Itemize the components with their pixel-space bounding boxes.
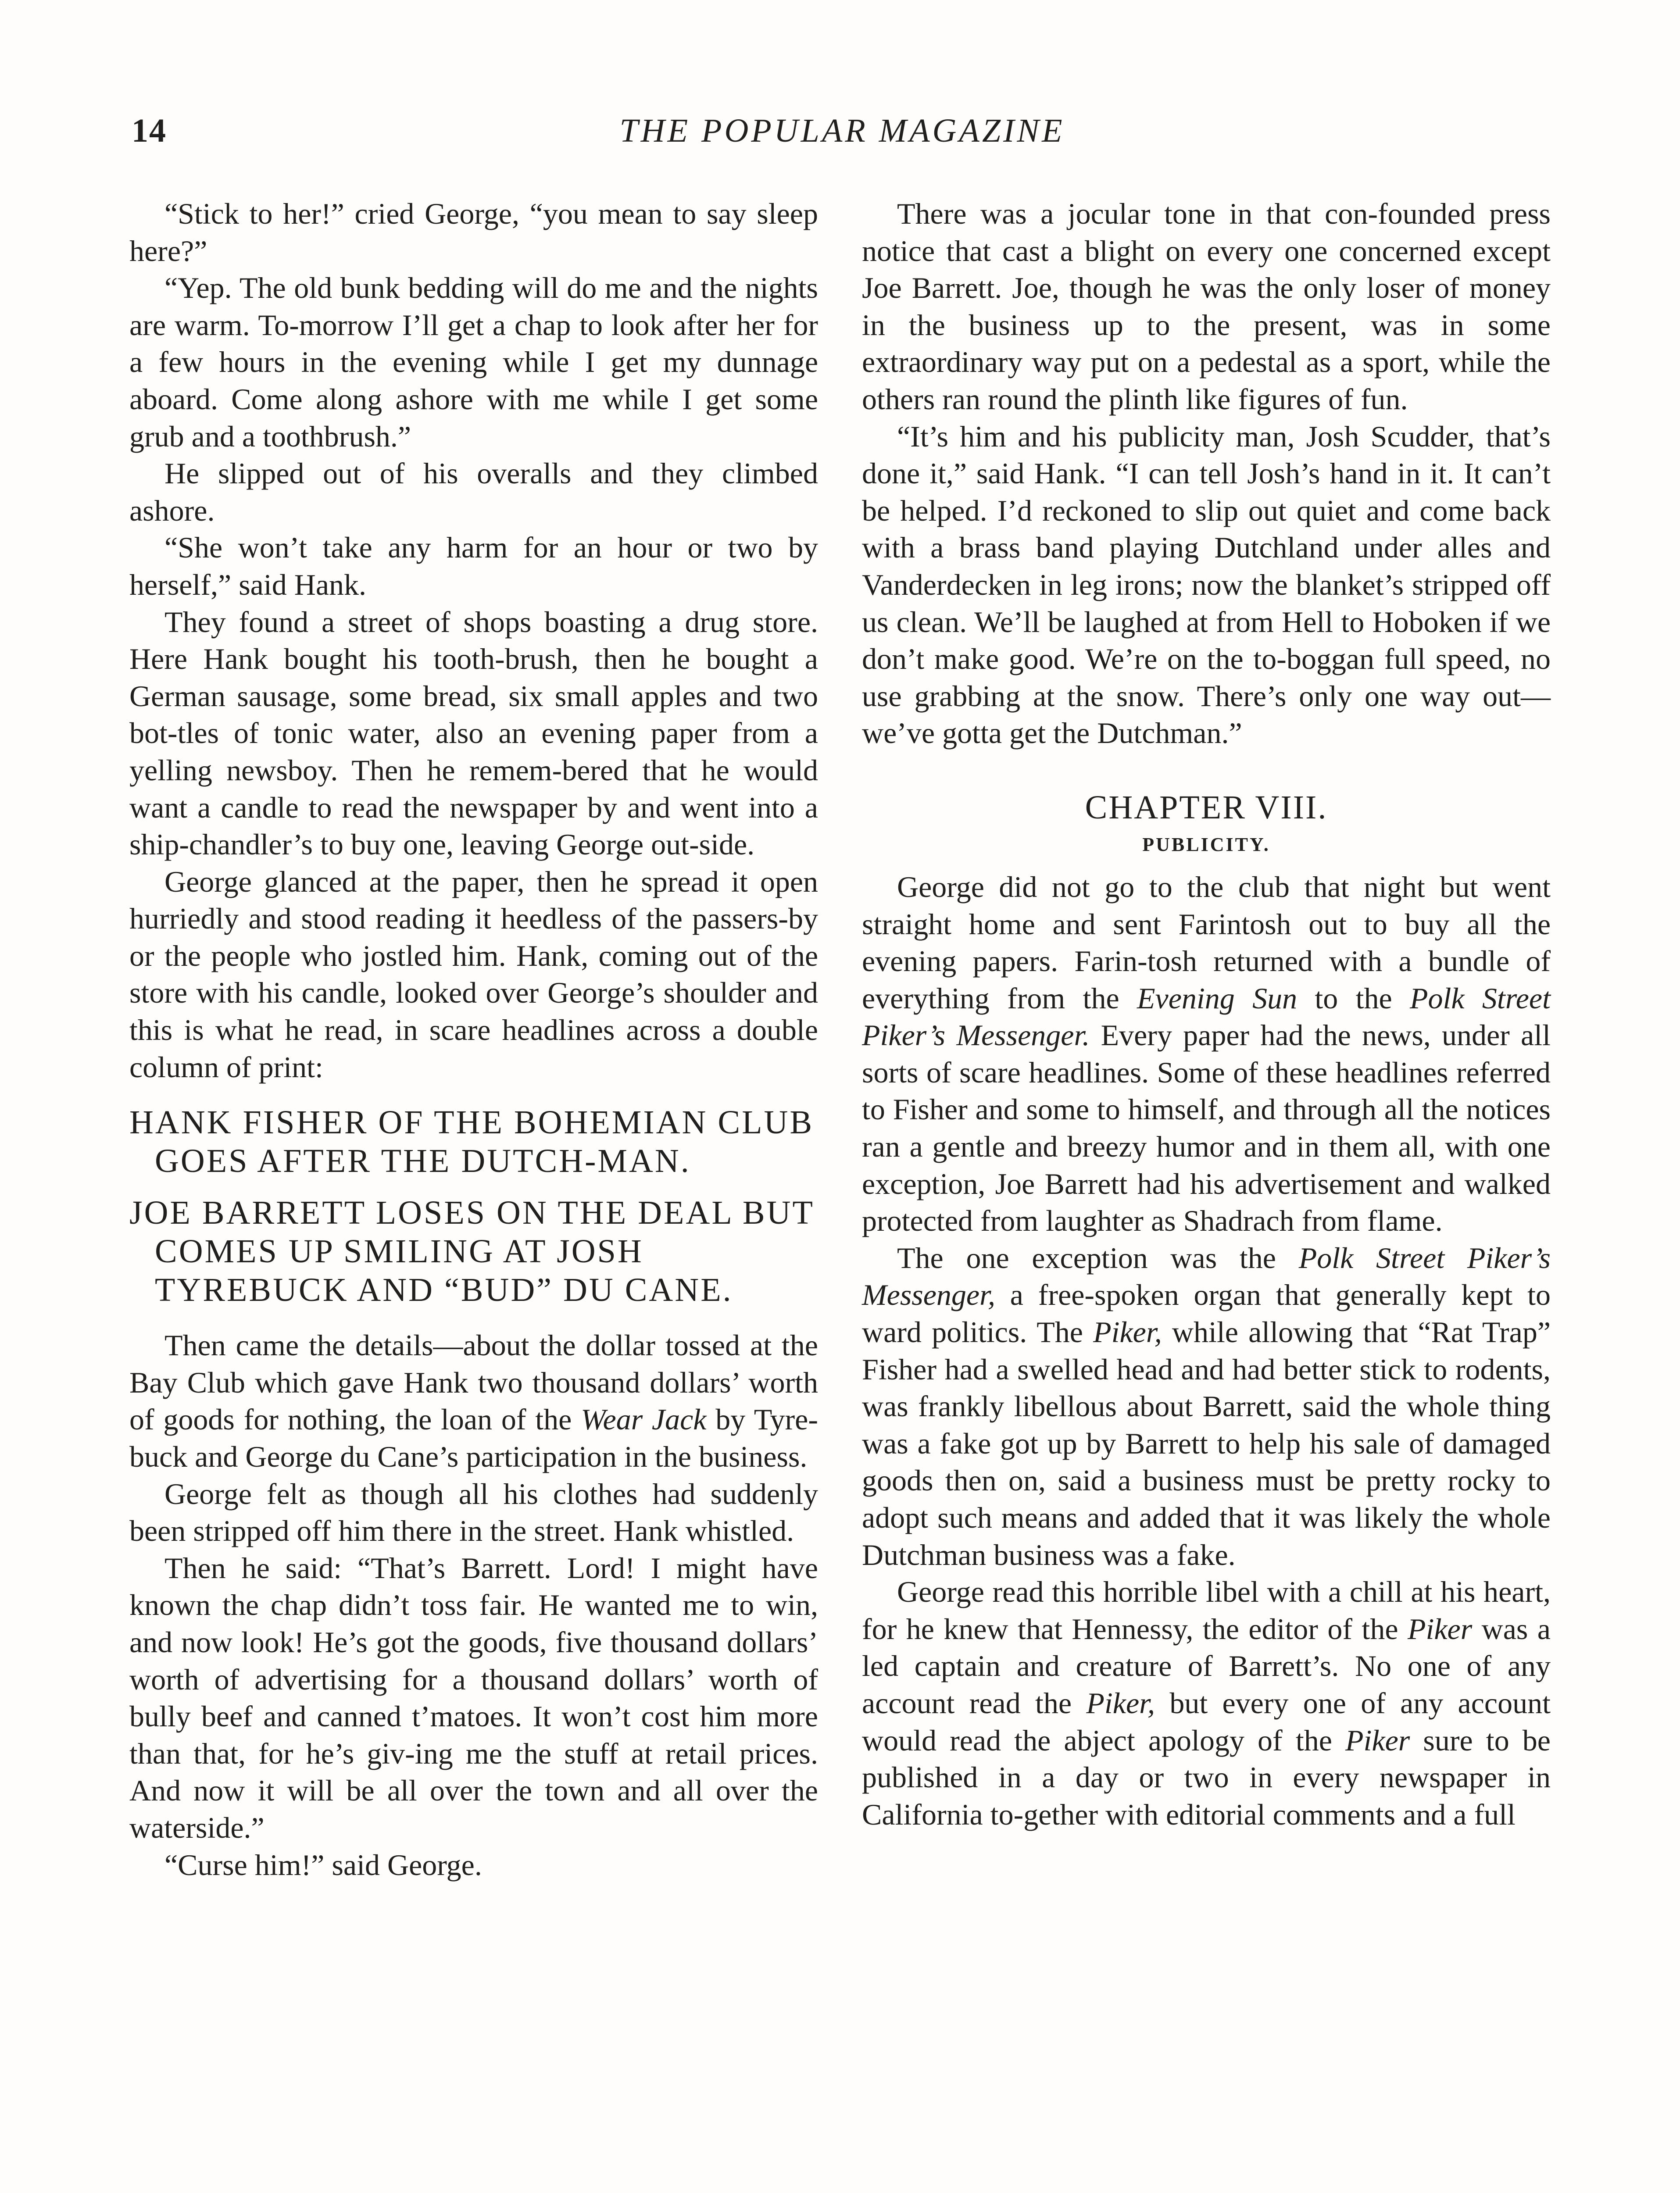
right-column xyxy=(862,195,1551,1833)
text-run: Then came the details—about the dollar tossed at the Bay Club which gave Hank two thousand dollars’ worth of goods for nothing, the loan of the xyxy=(129,1329,818,1436)
chapter-subtitle: PUBLICITY. xyxy=(1142,833,1270,855)
chapter-title: CHAPTER VIII. xyxy=(1085,789,1328,826)
paragraph: There was a jocular tone in that con-founded press notice that cast a blight on every one concerned except Joe Barrett. Joe, though he was the only loser of money in the business up to the present, was in some extraordinary way put on a pedestal as a sport, while the others ran round the plinth like figures of fun. xyxy=(862,197,1551,416)
paragraph: “Stick to her!” cried George, “you mean to say sleep here?” xyxy=(129,197,818,268)
paragraph: Then he said: “That’s Barrett. Lord! I might have known the chap didn’t toss fair. He wanted me to win, and now look! He’s got the goods, five thousand dollars’ worth of advertising for a thousand dollars’ worth of bully beef and canned t’matoes. It won’t cost him more than that, for he’s giv-ing me the stuff at retail prices. And now it will be all over the town and all over the waterside.” xyxy=(129,1551,818,1844)
paragraph xyxy=(129,1327,818,1475)
paragraph: “It’s him and his publicity man, Josh Scudder, that’s done it,” said Hank. “I can tell Josh’s hand in it. It can’t be helped. I’d reckoned to slip out quiet and come back with a brass band playing Dutchland under alles and Vanderdecken in leg irons; now the blanket’s stripped off us clean. We’ll be laughed at from Hell to Hoboken if we don’t make good. We’re on the to-boggan full speed, no use grabbing at the snow. There’s only one way out—we’ve gotta get the Dutchman.” xyxy=(862,419,1551,750)
text-run: a free-spoken organ that generally kept to ward politics. The xyxy=(862,1278,1551,1349)
paragraph: George glanced at the paper, then he spread it open hurriedly and stood reading it heedless of the passers-by or the people who jostled him. Hank, coming out of the store with his candle, looked over George’s shoulder and this is what he read, in scare headlines across a double column of print: xyxy=(129,864,818,1084)
text-run: The one exception was the xyxy=(897,1241,1299,1275)
text-run: George read this horrible libel with a chill at his heart, for he knew that Hennessy, the editor of the xyxy=(862,1575,1551,1646)
text-run: was a led captain and creature of Barrett’s. No one of any account read the xyxy=(862,1612,1551,1720)
left-column xyxy=(129,195,818,1883)
newspaper-name: Evening Sun xyxy=(1137,981,1298,1015)
text-run: sure to be published in a day or two in every newspaper in California to-gether with editorial comments and a full xyxy=(862,1723,1551,1831)
paragraph: “Curse him!” said George. xyxy=(164,1848,482,1882)
paragraph: They found a street of shops boasting a drug store. Here Hank bought his tooth-brush, then he bought a German sausage, some bread, six small apples and two bot-tles of tonic water, also an evening paper from a yelling newsboy. Then he remem-bered that he would want a candle to read the newspaper by and went into a ship-chandler’s to buy one, leaving George out-side. xyxy=(129,605,818,861)
newspaper-name: Piker xyxy=(1407,1612,1473,1646)
newspaper-name: Polk Street Piker’s Messenger. xyxy=(862,981,1551,1052)
newspaper-headline: JOE BARRETT LOSES ON THE DEAL BUT COMES UP SMILING AT JOSH TYREBUCK AND “BUD” DU CANE. xyxy=(129,1194,814,1309)
running-head xyxy=(132,112,1553,173)
newspaper-name: Piker xyxy=(1345,1723,1410,1757)
newspaper-headline: HANK FISHER OF THE BOHEMIAN CLUB GOES AFTER THE DUTCH-MAN. xyxy=(129,1104,814,1180)
ship-name: Wear Jack xyxy=(581,1403,707,1436)
paragraph: He slipped out of his overalls and they climbed ashore. xyxy=(129,457,818,527)
newspaper-name: Piker, xyxy=(1093,1315,1162,1349)
paragraph xyxy=(862,868,1551,1239)
spacer xyxy=(129,1309,818,1327)
text-run: George did not go to the club that night but went straight home and sent Farintosh out to buy all the evening papers. Farin-tosh returned with a bundle of everything from the xyxy=(862,870,1551,1015)
text-run: while allowing that “Rat Trap” Fisher had a swelled head and had better stick to rodents, was frankly libellous about Barrett, said the whole thing was a fake got up by Barrett to help his sale of damaged goods then on, said a business must be pretty rocky to adopt such means and added that it was likely the whole Dutchman business was a fake. xyxy=(862,1315,1551,1572)
text-run: by Tyre-buck and George du Cane’s participation in the business. xyxy=(129,1403,819,1474)
magazine-title: THE POPULAR MAGAZINE xyxy=(619,112,1065,149)
paragraph: George felt as though all his clothes had suddenly been stripped off him there in the street. Hank whistled. xyxy=(129,1477,818,1548)
paragraph: “She won’t take any harm for an hour or two by herself,” said Hank. xyxy=(129,531,818,601)
text-run: Every paper had the news, under all sorts of scare headlines. Some of these headlines referred to Fisher and some to himself, and through all the notices ran a gentle and breezy humor and in them all, with one exception, Joe Barrett had his advertisement and walked protected from laughter as Shadrach from flame. xyxy=(862,1018,1551,1238)
page-number: 14 xyxy=(132,112,167,149)
paragraph: “Yep. The old bunk bedding will do me and the nights are warm. To-morrow I’ll get a chap to look after her for a few hours in the evening while I get my dunnage aboard. Come along ashore with me while I get some grub and a toothbrush.” xyxy=(129,271,818,453)
newspaper-name: Polk Street Piker’s Messenger, xyxy=(862,1241,1551,1312)
text-run: but every one of any account would read the abject apology of the xyxy=(862,1686,1551,1757)
newspaper-name: Piker, xyxy=(1086,1686,1155,1720)
paragraph xyxy=(862,1239,1551,1573)
text-run: to the xyxy=(1297,981,1410,1015)
paragraph xyxy=(862,1573,1551,1833)
